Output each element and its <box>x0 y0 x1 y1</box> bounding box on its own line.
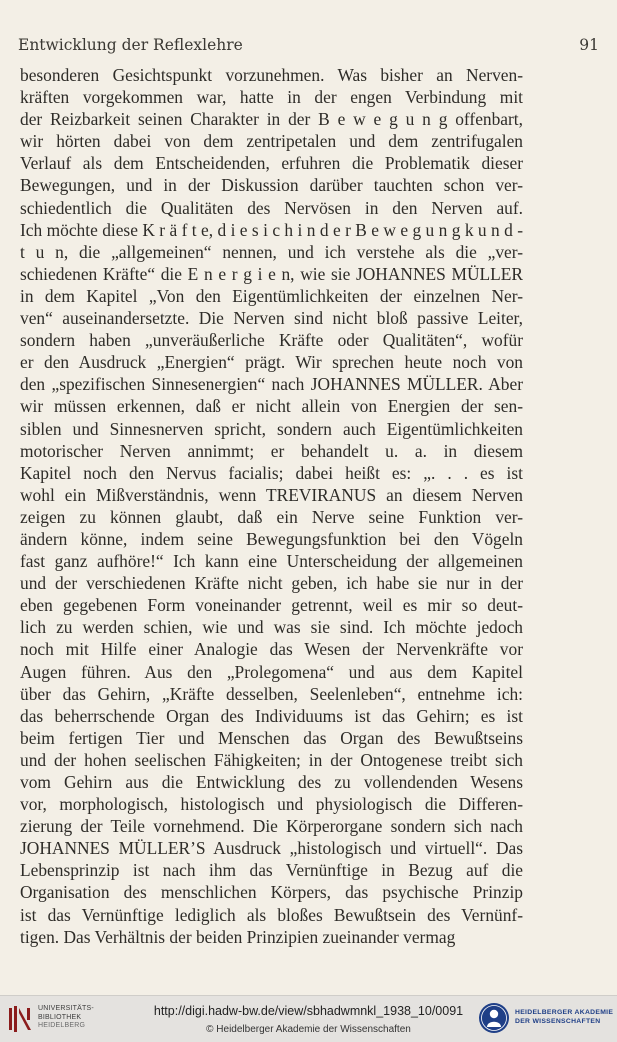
permalink-url[interactable]: http://digi.hadw-bw.de/view/sbhadwmnkl_1938_10/0091 <box>153 1004 464 1018</box>
text-line: noch mit Hilfe einer Analogie das Wesen der Nervenkräfte vor <box>20 639 523 660</box>
text-line: beim fertigen Tier und Menschen das Organ des Bewußtseins <box>20 727 523 748</box>
text-line: ven“ auseinandersetzte. Die Nerven sind nicht bloß passive Leiter, <box>20 308 523 329</box>
text-line: er den Ausdruck „Energien“ prägt. Wir sprechen heute noch von <box>20 352 523 373</box>
text-line: und der hohen seelischen Fähigkeiten; in der Ontogenese treibt sich <box>20 749 523 770</box>
text-line: über das Gehirn, „Kräfte desselben, Seelenleben“, entnehme ich: <box>20 683 523 704</box>
text-line: zeigen zu können glaubt, daß ein Nerve seine Funktion ver- <box>20 506 523 527</box>
running-header <box>18 36 599 54</box>
text-line: und der verschiedenen Kräfte nicht geben, ich habe sie nur in der <box>20 573 523 594</box>
text-line: lich zu werden schien, wie und was sie sind. Ich möchte jedoch <box>20 617 523 638</box>
library-name-line: UNIVERSITÄTS- <box>38 1005 94 1012</box>
text-line: das beherrschende Organ des Individuums ist das Gehirn; es ist <box>20 705 523 726</box>
text-line: wohl ein Mißverständnis, wenn TREVIRANUS an diesem Nerven <box>20 484 523 505</box>
running-title: Entwicklung der Reflexlehre <box>18 36 243 54</box>
hadw-seal-icon[interactable] <box>478 1002 510 1034</box>
text-line: Bewegungen, und in der Diskussion darüber tauchten schon ver- <box>20 175 523 196</box>
copyright-notice: © Heidelberger Akademie der Wissenschaften <box>206 1024 411 1035</box>
text-line: kräften vorgekommen war, hatte in der engen Verbindung mit <box>20 87 523 108</box>
text-line: siblen und Sinnesnerven spricht, sondern auch Eigentümlichkeiten <box>20 418 523 439</box>
text-line: wir müssen erkennen, daß er nicht allein von Energien der sen- <box>20 396 523 417</box>
library-name-line: BIBLIOTHEK <box>38 1013 82 1021</box>
text-line: Augen führen. Aus den „Prolegomena“ und aus dem Kapitel <box>20 661 523 682</box>
text-line: eben gegebenen Form voneinander getrennt, weil es mir so deut- <box>20 595 523 616</box>
text-line: sondern haben „unveräußerliche Kräfte oder Qualitäten“, wofür <box>20 330 523 351</box>
text-line: wir hörten dabei von dem zentripetalen und dem zentrifugalen <box>20 131 523 152</box>
text-line: Lebensprinzip ist nach ihm das Vernünftige in Bezug auf die <box>20 860 523 881</box>
text-line: schiedentlich die Qualitäten des Nervösen in den Nerven auf. <box>20 197 523 218</box>
body-text <box>20 64 523 948</box>
library-name-line: HEIDELBERG <box>38 1022 86 1029</box>
text-line: Ich möchte diese K r ä f t e, d i e s i c h i n d e r B e w e g u n g k u n d - <box>20 219 523 240</box>
text-line: vor, morphologisch, histologisch und physiologisch die Differen- <box>20 794 523 815</box>
text-line: vom Gehirn aus die Entwicklung des zu vollendenden Wesens <box>20 772 523 792</box>
text-line: Kapitel noch den Nervus facialis; dabei heißt es: „. . . es ist <box>20 462 523 483</box>
text-line: der Reizbarkeit seinen Charakter in der B e w e g u n g offenbart, <box>20 109 523 130</box>
page-number: 91 <box>579 36 599 54</box>
text-line: ist das Vernünftige lediglich als bloßes Bewußtsein des Vernünf- <box>20 904 523 925</box>
text-line: zierung der Teile vornehmend. Die Körperorgane sondern sich nach <box>20 816 523 837</box>
text-line: Verlauf als dem Entscheidenden, erfuhren die Problematik dieser <box>20 153 523 174</box>
academy-name-line: DER WISSENSCHAFTEN <box>515 1017 601 1025</box>
text-line: in dem Kapitel „Von den Eigentümlichkeiten der einzelnen Ner- <box>20 285 523 306</box>
text-line: JOHANNES MÜLLER’S Ausdruck „histologisch und virtuell“. Das <box>20 838 523 859</box>
text-line: t u n, die „allgemeinen“ nennen, und ich verstehe als die „ver- <box>20 241 523 262</box>
text-line: den „spezifischen Sinnesenergien“ nach JOHANNES MÜLLER. Aber <box>20 374 523 395</box>
text-line: Organisation des menschlichen Körpers, das psychische Prinzip <box>20 882 523 903</box>
text-line: tigen. Das Verhältnis der beiden Prinzipien zueinander vermag <box>20 926 456 947</box>
text-line: ändern könne, indem seine Bewegungsfunktion bei den Vögeln <box>20 528 523 549</box>
academy-name-line: HEIDELBERGER AKADEMIE <box>515 1009 614 1016</box>
text-line: fast ganz aufhöre!“ Ich kann eine Unterscheidung der allgemeinen <box>20 551 523 572</box>
academy-name <box>515 1009 613 1027</box>
text-line: schiedenen Kräfte“ die E n e r g i e n, wie sie JOHANNES MÜLLER <box>20 263 523 284</box>
footer-bar <box>0 995 617 1042</box>
text-line: motorischer Nerven annimmt; er behandelt u. a. in diesem <box>20 440 523 461</box>
text-line: besonderen Gesichtspunkt vorzunehmen. Was bisher an Nerven- <box>20 65 523 85</box>
